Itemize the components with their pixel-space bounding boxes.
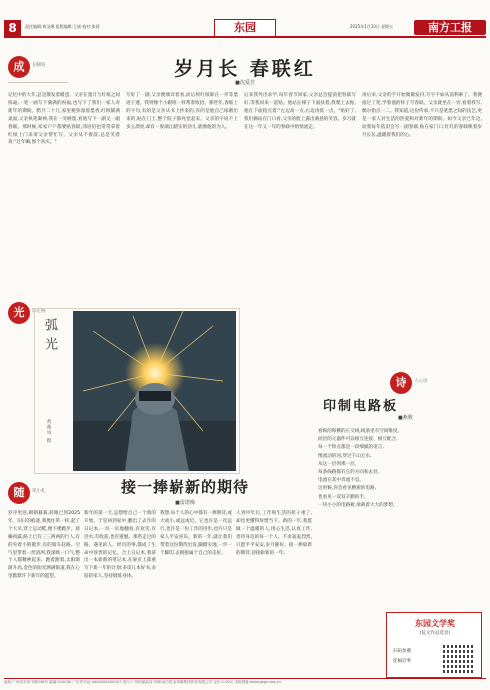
page-footer: 地址:广州市东风中路436号 邮编:510030 广告许可证:4400004000007 发行:广州市邮政局 印刷:南方报业传媒集团印务有限公司 定价:1.00元 本报网址:www.gzgh.org.cn bbox=[4, 680, 281, 684]
welding-photo bbox=[73, 311, 236, 471]
column-label-essay: 笔小札 bbox=[32, 489, 46, 494]
footer-divider bbox=[4, 678, 486, 679]
poem-title: 印制电路板 bbox=[323, 399, 399, 414]
column-label-photo: 影定格 bbox=[32, 309, 46, 314]
page-number: 8 bbox=[4, 20, 21, 36]
column-badge-essay: 随 bbox=[8, 482, 30, 504]
poem-line: 同层的元器件可以相互连接、相互配合, bbox=[318, 437, 398, 443]
story1-column-2: 写好了一副,父亲便端详着看,而后将红纸晾在一旁等墨迹干透。我则像个小跟班一样帮着收拾。那些年,春联上的字句,有的是父亲从书上抄来的,有的是他自己琢磨出来的,贴在门上,整个院子都亮堂起来。父亲的字说不上多么漂亮,却有一股端正踏实的劲儿,就像他的为人。 bbox=[126, 93, 238, 130]
editor-credits: 责任编辑:黄灵娜 组版编辑:王斌 校对:张莉 bbox=[25, 24, 100, 29]
column-label-poem: 人心语 bbox=[414, 379, 428, 384]
ad-line-scan: 扫码参赛 bbox=[393, 649, 411, 654]
story2-author: ■雷诺梅 bbox=[175, 500, 195, 506]
column-badge-growth: 成 bbox=[8, 56, 30, 78]
poem-line: 从这一层到那一层, bbox=[318, 461, 357, 467]
story2-column-3: 我想,每个人的心中都有一捧期待,或大或小,或远或近。它也许是一次远行,也许是一份工作的进步,也许只是家人平安喜乐。新的一年,就让我们带着这份期待出发,脚踏实地,一步一个脚印,去拥抱属于自己的美好。 bbox=[160, 511, 232, 556]
photo-credit: 黄燕凤 摄 bbox=[46, 419, 51, 444]
poem-line: 每条线路都有它的方向和去处, bbox=[318, 470, 380, 476]
story2-column-1: 岁序更迭,朝朝暮暮,转眼已到2025年。旧日的痕迹,我像往常一样,起了个大早,穿上运动鞋,便下楼跑步。晨曦初露,路上已有三三两两的行人,有的牵着小狗散步,有的骑车赶路。空气里带着一丝清冽,我深吸一口气,整个人都精神起来。跑着跑着,太阳渐渐升高,金色的阳光洒满街道,我在心里默默许下新年的愿望。 bbox=[8, 511, 80, 580]
poem-line: 电流在其中奔流不息。 bbox=[318, 478, 364, 484]
story2-column-4: 人到中年后,工作和生活的担子重了,却也更懂得珍惜当下。新的一年,我愿做一个温暖的人,用心生活,认真工作,善待身边的每一个人。不求轰轰烈烈,只愿平平安安,岁月静好。接一捧崭新的期待,迎接崭新的一年。 bbox=[236, 511, 312, 556]
ad-subtitle: (征文作品选登) bbox=[419, 631, 451, 636]
poem-body bbox=[318, 428, 482, 510]
story1-column-4: 再后来,父亲的手开始微微发抖,写字不如从前利索了。我便接过了笔,学着他的样子写春联。父亲就坐在一旁,看着我写,偶尔指点一二。我知道,这份传承,不只是笔墨之间的技艺,更是一家人对生活的热爱和对新年的期盼。如今父亲已年迈,而我每年依旧会写一副春联,贴在家门口,红红的春联映着岁月长长,温暖着我们的心。 bbox=[362, 93, 482, 138]
poem-line: 一块小小的电路板,承载着大大的梦想。 bbox=[318, 502, 398, 508]
section-title: 东园 bbox=[214, 19, 276, 36]
story1-column-1: 记忆中的大年,总是散发着暖意。父亲在墨汁与红纸之间挥毫,一笔一画写下满满的祝福,也写下了我们一家人对新年的期盼。腊月二十几,家里便弥漫着墨香,红纸铺满桌面,父亲执笔凝神,我在一旁磨墨,看他写下一副又一副春联。那时候,家家户户都要贴春联,邻居们也常常拿着红纸上门来请父亲帮忙写。父亲从不推辞,总是笑着说:"过年嘛,图个喜庆。" bbox=[8, 93, 120, 146]
header-divider bbox=[4, 36, 486, 38]
page-header bbox=[0, 0, 490, 38]
poem-line: 像流动的河,穿过千山万水, bbox=[318, 453, 372, 459]
column-badge-photo: 光 bbox=[8, 302, 30, 324]
poem-author: ■燕歌 bbox=[398, 415, 413, 421]
poem-line: 也看见一双双辛勤的手, bbox=[318, 494, 366, 500]
story1-title: 岁月长 春联红 bbox=[174, 58, 316, 80]
poem-line: 这时候,你会看见精密的电路, bbox=[318, 486, 377, 492]
column-badge-poem: 诗 bbox=[390, 372, 412, 394]
literature-award-box bbox=[386, 612, 482, 678]
poem-line: 每一个焊点都是一段细腻的语言, bbox=[318, 445, 384, 451]
story1-column-3: 后来我外出求学,每年春节回家,父亲总会提前把春联写好,等我回来一起贴。他站在梯子下面扶着,我爬上去贴,他在下面指点着:"左边高一点,右边再低一点。"贴好了,我们俩站在门口看,父亲的脸上露出满意的笑容。岁月就在这一年又一年的春联中悄悄流走。 bbox=[244, 93, 356, 130]
newspaper-logo: 南方工报 bbox=[414, 20, 486, 35]
ad-title: 东园文学奖 bbox=[415, 618, 455, 628]
qr-code-icon[interactable] bbox=[443, 643, 473, 673]
story2-title: 接一捧崭新的期待 bbox=[120, 478, 249, 496]
poem-line: 看纵的和横的正交线,线条里有空间维度, bbox=[318, 429, 400, 434]
story1-author: ■沈爱芳 bbox=[235, 80, 255, 86]
story2-column-2: 新年的第一天,总想给自己一个新的开始。于是回到家中,翻出了去年的日记本,一页一页地翻看,有欢笑,有泪水,有收获,也有遗憾。那些走过的路、遇见的人、经历的事,都成了生命中珍贵的记忆。合上日记本,我拿出一本崭新的笔记本,在扉页上郑重写下新一年的计划:多读几本好书,多陪陪家人,坚持锻炼身体。 bbox=[84, 511, 156, 580]
issue-date: 2025年1月10日 星期五 bbox=[350, 24, 394, 29]
ad-line-notice: 征稿启事 bbox=[393, 659, 411, 664]
column-label-growth: 长瞬间 bbox=[32, 63, 46, 68]
welding-photo-image bbox=[73, 311, 236, 471]
photo-title: 弧光 bbox=[42, 318, 57, 356]
